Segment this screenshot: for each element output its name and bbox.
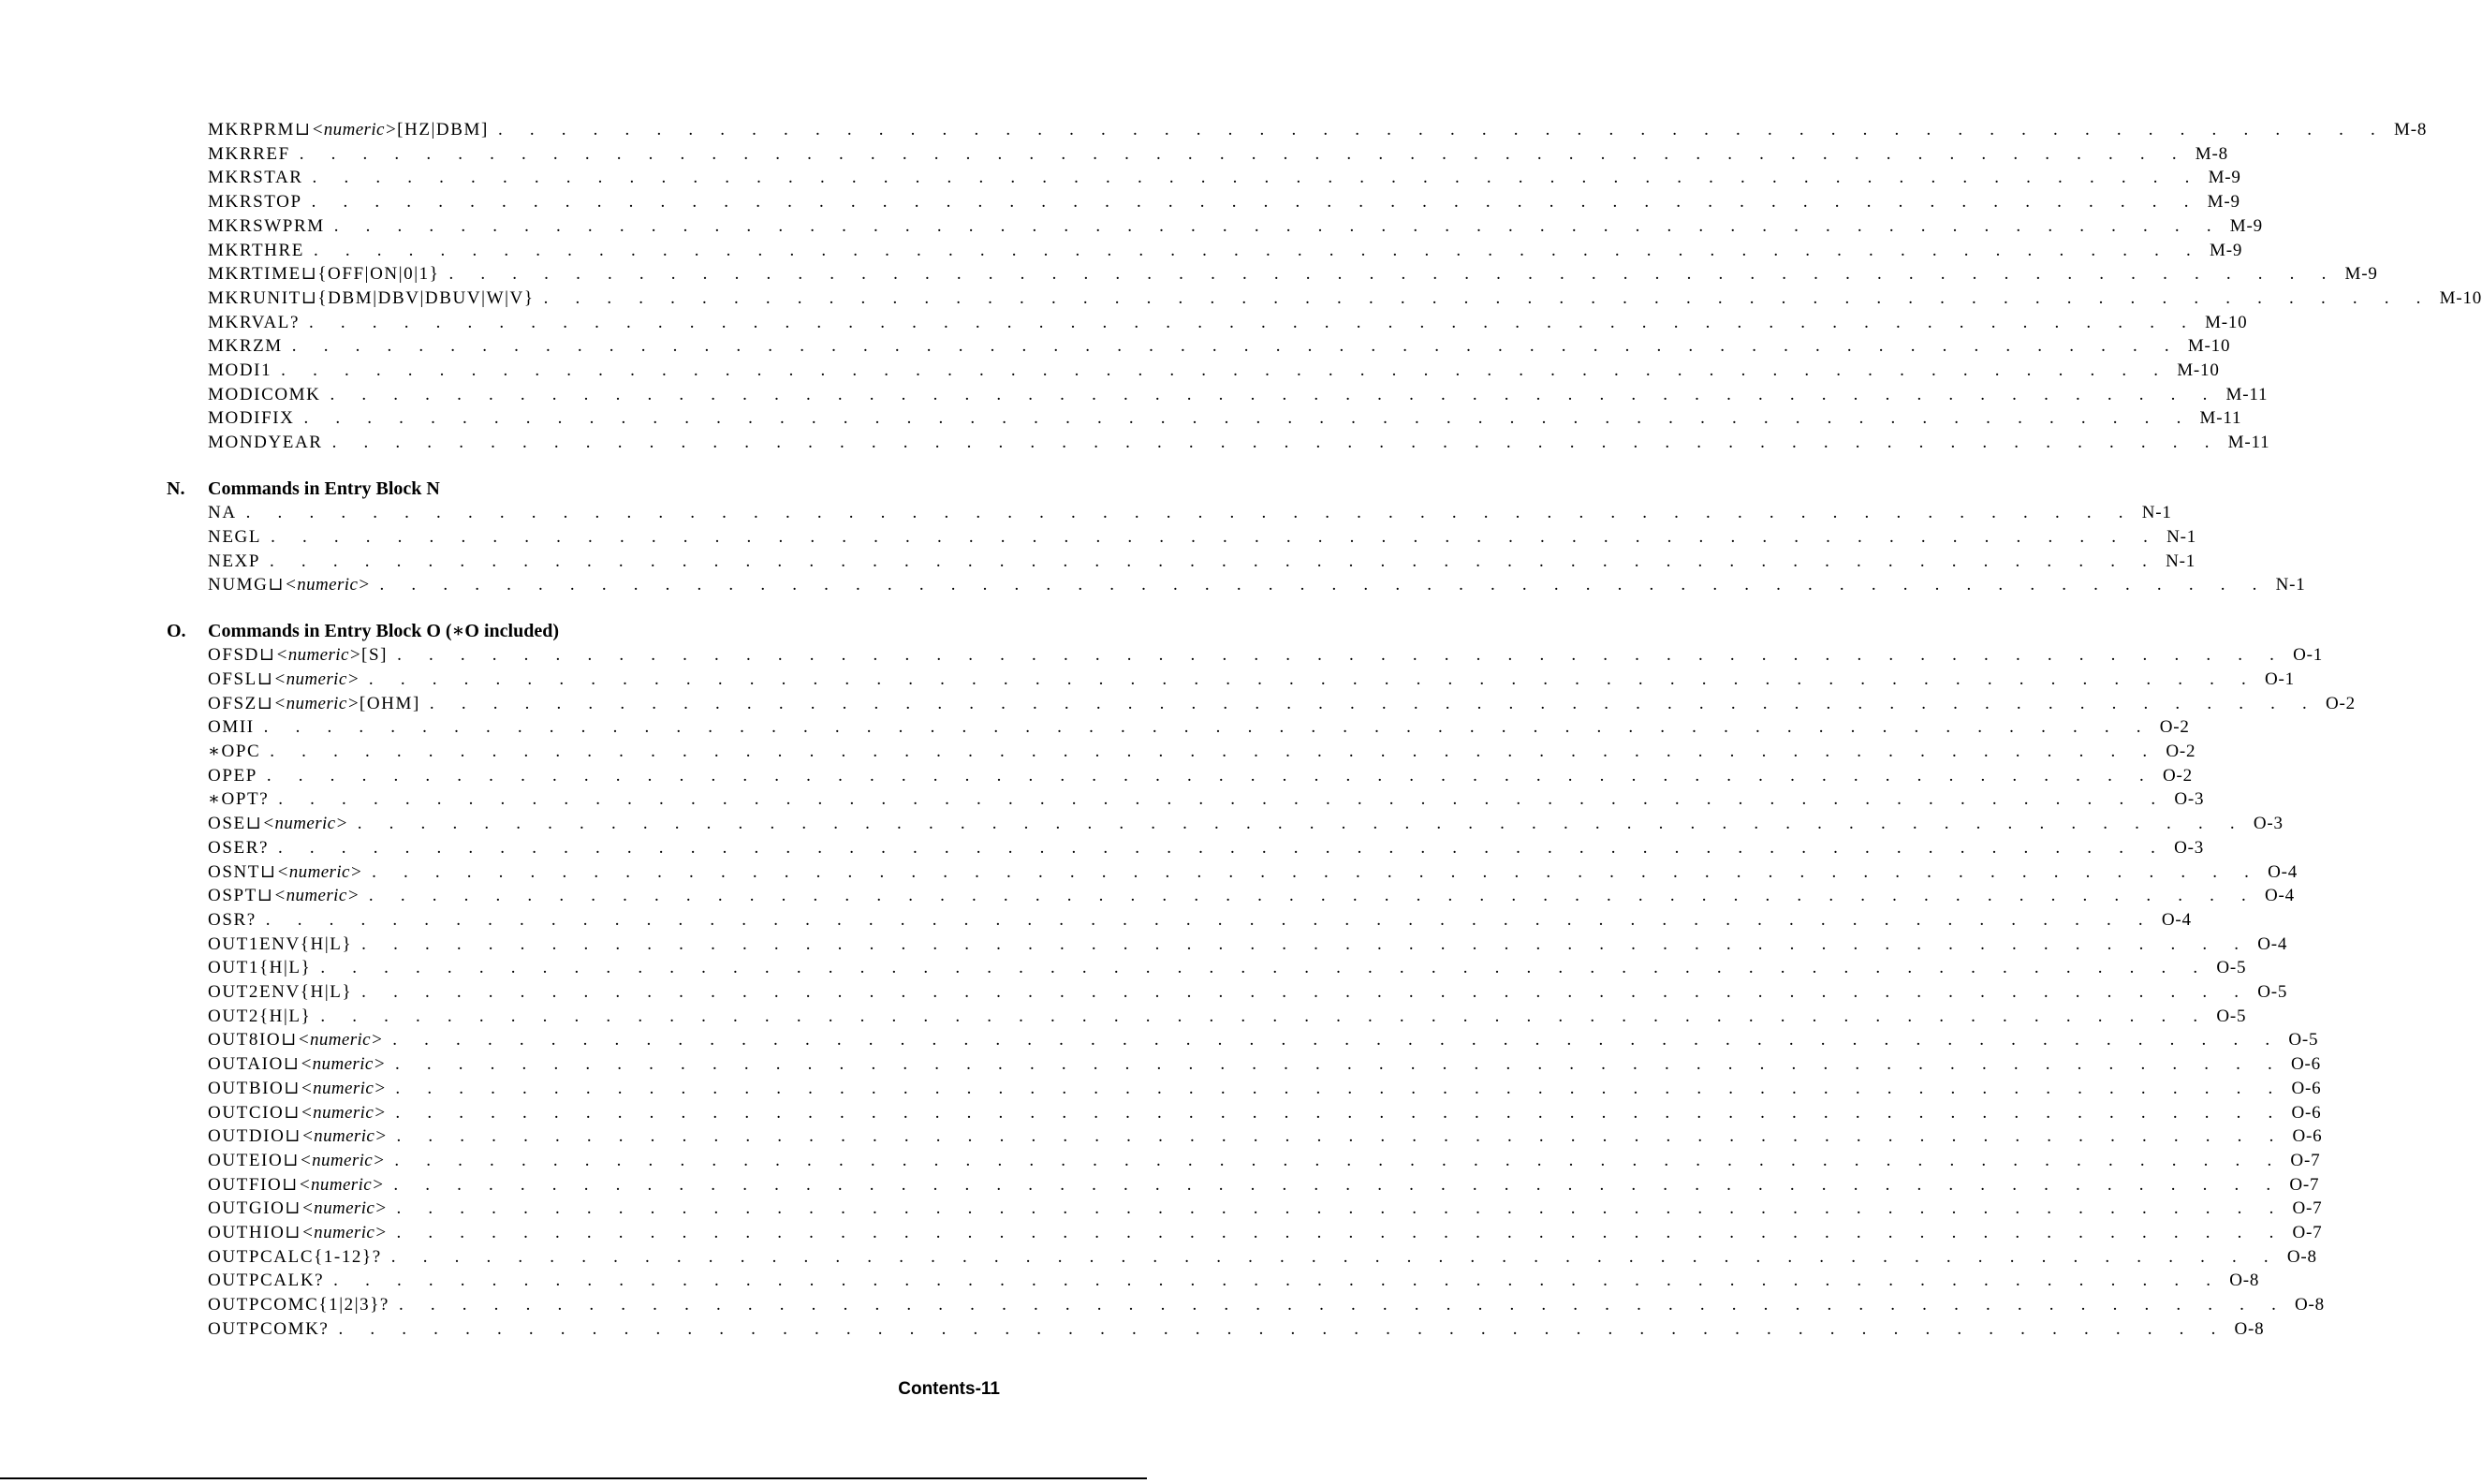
- command-parameter: <numeric>: [300, 1102, 387, 1123]
- command-parameter: <numeric>: [285, 575, 371, 595]
- command-name: [208, 166, 303, 190]
- command-name: [208, 884, 360, 908]
- command-name: [208, 668, 360, 692]
- space-symbol: ⊔: [284, 1102, 301, 1123]
- dot-leader: . . . . . . . . . . . . . . . . . . . . . . . . . . . . . . . . . . . . . . . . . . . . . . . . . . . . . . . . . . . .: [265, 909, 2154, 930]
- command-name: [208, 715, 255, 740]
- toc-entry[interactable]: [208, 1221, 2323, 1245]
- space-symbol: ⊔: [245, 814, 263, 834]
- dot-leader: . . . . . . . . . . . . . . . . . . . . . . . . . . . . . . . . . . . . . . . . . . . . . . . . . . . . . . . . . . . .: [357, 814, 2246, 834]
- dot-leader: . . . . . . . . . . . . . . . . . . . . . . . . . . . . . . . . . . . . . . . . . . . . . . . . . . . . . . . . . . . .: [313, 240, 2203, 260]
- page-number: O-3: [2174, 837, 2205, 858]
- command-name: [208, 1173, 384, 1197]
- dot-leader: . . . . . . . . . . . . . . . . . . . . . . . . . . . . . . . . . . . . . . . . . . . . . . . . . . . . . . . . . . . .: [330, 384, 2219, 404]
- toc-entry[interactable]: [208, 383, 2269, 407]
- command-name: [208, 908, 257, 933]
- command-name: [208, 1028, 383, 1052]
- command-name: [208, 550, 260, 574]
- command-keyword: NEXP: [208, 551, 261, 571]
- dot-leader: . . . . . . . . . . . . . . . . . . . . . . . . . . . . . . . . . . . . . . . . . . . . . . . . . . . . . . . . . . . .: [393, 1174, 2283, 1195]
- space-symbol: ⊔: [285, 1223, 301, 1242]
- command-keyword: MKRTIME: [208, 264, 301, 285]
- page-number: M-10: [2187, 336, 2231, 357]
- toc-entry[interactable]: [208, 214, 2263, 239]
- command-keyword: OUTPCOMC{1|2|3}?: [208, 1295, 389, 1315]
- command-keyword: MKRREF: [208, 143, 290, 164]
- command-keyword: OUTBIO: [208, 1078, 285, 1098]
- toc-entry[interactable]: [208, 715, 2190, 740]
- toc-entry[interactable]: [208, 1101, 2322, 1125]
- toc-entry[interactable]: [208, 1028, 2319, 1052]
- command-parameter: <numeric>: [275, 645, 362, 666]
- page-number: O-5: [2257, 982, 2288, 1002]
- page-number: O-6: [2292, 1126, 2323, 1147]
- command-keyword: ∗OPC: [208, 742, 261, 761]
- page-number: O-8: [2286, 1246, 2317, 1267]
- page-number: M-9: [2207, 192, 2240, 213]
- dot-leader: . . . . . . . . . . . . . . . . . . . . . . . . . . . . . . . . . . . . . . . . . . . . . . . . . . . . . . . . . . . .: [448, 264, 2338, 285]
- command-keyword: OPEP: [208, 765, 257, 786]
- command-keyword: OMII: [208, 717, 255, 738]
- dot-leader: . . . . . . . . . . . . . . . . . . . . . . . . . . . . . . . . . . . . . . . . . . . . . . . . . . . . . . . . . . . .: [543, 287, 2432, 308]
- toc-entry[interactable]: [208, 812, 2284, 836]
- toc-entry[interactable]: [208, 980, 2288, 1005]
- command-keyword: MKRVAL?: [208, 312, 300, 332]
- toc-entry[interactable]: [208, 1317, 2265, 1342]
- section-heading: [167, 619, 559, 643]
- command-name: [208, 1005, 311, 1029]
- toc-entry[interactable]: [208, 956, 2247, 980]
- dot-leader: . . . . . . . . . . . . . . . . . . . . . . . . . . . . . . . . . . . . . . . . . . . . . . . . . . . . . . . . . . . .: [361, 933, 2251, 954]
- toc-entry[interactable]: [208, 334, 2231, 359]
- command-keyword: OSPT: [208, 886, 257, 906]
- dot-leader: . . . . . . . . . . . . . . . . . . . . . . . . . . . . . . . . . . . . . . . . . . . . . . . . . . . . . . . . . . . .: [396, 1198, 2285, 1219]
- dot-leader: . . . . . . . . . . . . . . . . . . . . . . . . . . . . . . . . . . . . . . . . . . . . . . . . . . . . . . . . . . . .: [278, 837, 2167, 858]
- page-number: M-10: [2177, 360, 2220, 380]
- toc-entry[interactable]: [208, 1245, 2317, 1270]
- dot-leader: . . . . . . . . . . . . . . . . . . . . . . . . . . . . . . . . . . . . . . . . . . . . . . . . . . . . . . . . . . . .: [394, 1054, 2284, 1075]
- command-keyword: OUT1ENV{H|L}: [208, 933, 353, 954]
- command-name: [208, 383, 320, 407]
- command-keyword: OFSD: [208, 645, 259, 666]
- toc-entry[interactable]: [208, 311, 2248, 335]
- space-symbol: ⊔: [257, 886, 274, 906]
- section-title: Commands in Entry Block N: [208, 478, 440, 500]
- dot-leader: . . . . . . . . . . . . . . . . . . . . . . . . . . . . . . . . . . . . . . . . . . . . . . . . . . . . . . . . . . . .: [429, 693, 2318, 713]
- space-symbol: ⊔: [257, 669, 274, 689]
- dot-leader: . . . . . . . . . . . . . . . . . . . . . . . . . . . . . . . . . . . . . . . . . . . . . . . . . . . . . . . . . . . .: [291, 336, 2181, 357]
- command-keyword: OSR?: [208, 909, 257, 930]
- command-name: [208, 980, 352, 1005]
- dot-leader: . . . . . . . . . . . . . . . . . . . . . . . . . . . . . . . . . . . . . . . . . . . . . . . . . . . . . . . . . . . .: [271, 526, 2160, 547]
- command-name: [208, 1293, 389, 1317]
- dot-leader: . . . . . . . . . . . . . . . . . . . . . . . . . . . . . . . . . . . . . . . . . . . . . . . . . . . . . . . . . . . .: [311, 192, 2200, 213]
- page-number: O-4: [2268, 861, 2298, 882]
- command-parameter: <numeric>: [301, 1198, 388, 1219]
- command-parameter: <numeric>: [301, 1223, 388, 1242]
- page-number: O-7: [2292, 1223, 2323, 1242]
- command-parameter: <numeric>: [273, 693, 360, 713]
- command-parameter: <numeric>: [300, 1078, 387, 1098]
- page-number: M-10: [2205, 312, 2248, 332]
- dot-leader: . . . . . . . . . . . . . . . . . . . . . . . . . . . . . . . . . . . . . . . . . . . . . . . . . . . . . . . . . . . .: [263, 717, 2152, 738]
- command-name: [208, 692, 420, 716]
- page-number: M-9: [2229, 215, 2263, 236]
- command-keyword: OUTFIO: [208, 1174, 283, 1195]
- command-keyword: MKRTHRE: [208, 240, 304, 260]
- command-name: [208, 525, 261, 550]
- command-parameter: <numeric>: [276, 861, 363, 882]
- dot-leader: . . . . . . . . . . . . . . . . . . . . . . . . . . . . . . . . . . . . . . . . . . . . . . . . . . . . . . . . . . . .: [395, 1078, 2284, 1098]
- page-number: O-7: [2292, 1198, 2323, 1219]
- command-name: [208, 118, 489, 142]
- toc-entry[interactable]: [208, 525, 2197, 550]
- section-letter: N.: [167, 478, 185, 500]
- command-name: [208, 359, 272, 383]
- command-parameter: <numeric>: [299, 1150, 386, 1170]
- page-number: M-8: [2195, 143, 2228, 164]
- command-parameter: <numeric>: [311, 120, 398, 140]
- space-symbol: ⊔: [285, 1126, 301, 1147]
- page-number: N-1: [2275, 575, 2306, 595]
- page-number: O-7: [2290, 1150, 2321, 1170]
- toc-entry[interactable]: [208, 1077, 2322, 1101]
- command-name: [208, 406, 294, 431]
- dot-leader: . . . . . . . . . . . . . . . . . . . . . . . . . . . . . . . . . . . . . . . . . . . . . . . . . . . . . . . . . . . .: [398, 1295, 2288, 1315]
- page-number: O-5: [2288, 1030, 2319, 1051]
- toc-entry[interactable]: [208, 836, 2205, 860]
- command-name: [208, 812, 348, 836]
- page-number: N-1: [2141, 503, 2172, 523]
- command-keyword: OUTGIO: [208, 1198, 286, 1219]
- page-number: O-6: [2291, 1054, 2321, 1075]
- command-name: [208, 311, 300, 335]
- toc-entry[interactable]: [208, 550, 2196, 574]
- space-symbol: ⊔: [284, 1078, 301, 1098]
- page-number: M-11: [2199, 408, 2242, 429]
- dot-leader: . . . . . . . . . . . . . . . . . . . . . . . . . . . . . . . . . . . . . . . . . . . . . . . . . . . . . . . . . . . .: [361, 982, 2251, 1002]
- command-name: [208, 1245, 382, 1270]
- page-number: M-10: [2439, 287, 2482, 308]
- dot-leader: . . . . . . . . . . . . . . . . . . . . . . . . . . . . . . . . . . . . . . . . . . . . . . . . . . . . . . . . . . . .: [299, 143, 2188, 164]
- page-number: O-4: [2161, 909, 2192, 930]
- page-number: M-9: [2208, 168, 2241, 188]
- command-keyword: OUTPCALC{1-12}?: [208, 1246, 382, 1267]
- page-number: N-1: [2166, 551, 2196, 571]
- page-number: M-8: [2394, 120, 2428, 140]
- page-number: O-3: [2174, 789, 2205, 810]
- command-keyword: OUTEIO: [208, 1150, 284, 1170]
- toc-entry[interactable]: [208, 764, 2193, 788]
- page-number: O-2: [2166, 742, 2196, 761]
- toc-entry[interactable]: [208, 1052, 2321, 1077]
- page-number: O-1: [2264, 669, 2295, 689]
- dot-leader: . . . . . . . . . . . . . . . . . . . . . . . . . . . . . . . . . . . . . . . . . . . . . . . . . . . . . . . . . . . .: [368, 669, 2257, 689]
- toc-entry[interactable]: [208, 406, 2242, 431]
- page-number: M-11: [2225, 384, 2269, 404]
- command-name: [208, 1197, 387, 1221]
- toc-entry[interactable]: [208, 262, 2378, 287]
- dot-leader: . . . . . . . . . . . . . . . . . . . . . . . . . . . . . . . . . . . . . . . . . . . . . . . . . . . . . . . . . . . .: [396, 1126, 2285, 1147]
- dot-leader: . . . . . . . . . . . . . . . . . . . . . . . . . . . . . . . . . . . . . . . . . . . . . . . . . . . . . . . . . . . .: [320, 958, 2210, 978]
- page-number: O-8: [2234, 1318, 2265, 1339]
- command-name: [208, 643, 388, 668]
- command-keyword: MODI1: [208, 360, 272, 380]
- command-keyword: OFSZ: [208, 693, 257, 713]
- command-name: [208, 287, 535, 311]
- dot-leader: . . . . . . . . . . . . . . . . . . . . . . . . . . . . . . . . . . . . . . . . . . . . . . . . . . . . . . . . . . . .: [331, 433, 2221, 453]
- command-options: {DBM|DBV|DBUV|W|V}: [317, 287, 535, 308]
- command-name: [208, 431, 323, 455]
- command-name: [208, 836, 269, 860]
- dot-leader: . . . . . . . . . . . . . . . . . . . . . . . . . . . . . . . . . . . . . . . . . . . . . . . . . . . . . . . . . . . .: [309, 312, 2198, 332]
- command-keyword: NUMG: [208, 575, 269, 595]
- space-symbol: ⊔: [260, 861, 277, 882]
- page-number: O-3: [2253, 814, 2284, 834]
- toc-entry[interactable]: [208, 573, 2306, 597]
- command-name: [208, 214, 325, 239]
- toc-entry[interactable]: [208, 501, 2172, 525]
- command-keyword: MKRPRM: [208, 120, 296, 140]
- toc-entry[interactable]: [208, 1124, 2323, 1149]
- command-options: {OFF|ON|0|1}: [317, 264, 440, 285]
- toc-entry[interactable]: [208, 1173, 2320, 1197]
- page-number: O-6: [2291, 1078, 2322, 1098]
- command-name: [208, 1077, 386, 1101]
- command-keyword: MODICOMK: [208, 384, 321, 404]
- command-keyword: MKRZM: [208, 336, 283, 357]
- dot-leader: . . . . . . . . . . . . . . . . . . . . . . . . . . . . . . . . . . . . . . . . . . . . . . . . . . . . . . . . . . . .: [390, 1246, 2280, 1267]
- dot-leader: . . . . . . . . . . . . . . . . . . . . . . . . . . . . . . . . . . . . . . . . . . . . . . . . . . . . . . . . . . . .: [497, 120, 2387, 140]
- dot-leader: . . . . . . . . . . . . . . . . . . . . . . . . . . . . . . . . . . . . . . . . . . . . . . . . . . . . . . . . . . . .: [333, 1271, 2223, 1291]
- page-number: O-2: [2162, 765, 2193, 786]
- command-keyword: OUTPCOMK?: [208, 1318, 330, 1339]
- command-keyword: OUT2ENV{H|L}: [208, 982, 353, 1002]
- dot-leader: . . . . . . . . . . . . . . . . . . . . . . . . . . . . . . . . . . . . . . . . . . . . . . . . . . . . . . . . . . . .: [278, 789, 2167, 810]
- space-symbol: ⊔: [301, 287, 318, 308]
- page-number: O-5: [2216, 958, 2247, 978]
- toc-entry[interactable]: [208, 166, 2241, 190]
- dot-leader: . . . . . . . . . . . . . . . . . . . . . . . . . . . . . . . . . . . . . . . . . . . . . . . . . . . . . . . . . . . .: [270, 742, 2159, 761]
- toc-entry[interactable]: [208, 1197, 2323, 1221]
- command-keyword: ∗OPT?: [208, 789, 270, 810]
- command-keyword: MKRSWPRM: [208, 215, 325, 236]
- space-symbol: ⊔: [301, 264, 318, 285]
- command-name: [208, 764, 257, 788]
- command-name: [208, 262, 439, 287]
- page-number: O-4: [2257, 933, 2288, 954]
- toc-entry[interactable]: [208, 908, 2192, 933]
- page-number: O-8: [2229, 1271, 2260, 1291]
- dot-leader: . . . . . . . . . . . . . . . . . . . . . . . . . . . . . . . . . . . . . . . . . . . . . . . . . . . . . . . . . . . .: [312, 168, 2201, 188]
- toc-entry[interactable]: [208, 1149, 2321, 1173]
- toc-entry[interactable]: [208, 933, 2288, 957]
- toc-entry[interactable]: [208, 1269, 2260, 1293]
- command-keyword: OUT8IO: [208, 1030, 282, 1051]
- command-name: [208, 1101, 386, 1125]
- dot-leader: . . . . . . . . . . . . . . . . . . . . . . . . . . . . . . . . . . . . . . . . . . . . . . . . . . . . . . . . . . . .: [379, 575, 2269, 595]
- dot-leader: . . . . . . . . . . . . . . . . . . . . . . . . . . . . . . . . . . . . . . . . . . . . . . . . . . . . . . . . . . . .: [320, 1006, 2210, 1026]
- page-number: O-6: [2291, 1102, 2322, 1123]
- toc-entry[interactable]: [208, 359, 2220, 383]
- space-symbol: ⊔: [282, 1174, 299, 1195]
- page-number: O-1: [2293, 645, 2324, 666]
- dot-leader: . . . . . . . . . . . . . . . . . . . . . . . . . . . . . . . . . . . . . . . . . . . . . . . . . . . . . . . . . . . .: [368, 886, 2257, 906]
- toc-entry[interactable]: [208, 118, 2428, 142]
- command-keyword: OSER?: [208, 837, 269, 858]
- command-name: [208, 334, 283, 359]
- dot-leader: . . . . . . . . . . . . . . . . . . . . . . . . . . . . . . . . . . . . . . . . . . . . . . . . . . . . . . . . . . . .: [392, 1030, 2282, 1051]
- command-keyword: OUTAIO: [208, 1054, 284, 1075]
- command-name: [208, 1221, 387, 1245]
- dot-leader: . . . . . . . . . . . . . . . . . . . . . . . . . . . . . . . . . . . . . . . . . . . . . . . . . . . . . . . . . . . .: [333, 215, 2223, 236]
- page-number: O-4: [2264, 886, 2295, 906]
- command-name: [208, 1052, 386, 1077]
- dot-leader: . . . . . . . . . . . . . . . . . . . . . . . . . . . . . . . . . . . . . . . . . . . . . . . . . . . . . . . . . . . .: [338, 1318, 2227, 1339]
- space-symbol: ⊔: [285, 1198, 301, 1219]
- command-name: [208, 740, 260, 764]
- dot-leader: . . . . . . . . . . . . . . . . . . . . . . . . . . . . . . . . . . . . . . . . . . . . . . . . . . . . . . . . . . . .: [303, 408, 2193, 429]
- command-name: [208, 501, 237, 525]
- command-keyword: MODIFIX: [208, 408, 295, 429]
- command-keyword: MKRUNIT: [208, 287, 301, 308]
- command-unit-suffix: [HZ|DBM]: [397, 120, 489, 140]
- dot-leader: . . . . . . . . . . . . . . . . . . . . . . . . . . . . . . . . . . . . . . . . . . . . . . . . . . . . . . . . . . . .: [245, 503, 2135, 523]
- toc-entry[interactable]: [208, 239, 2243, 263]
- toc-entry[interactable]: [208, 860, 2298, 885]
- dot-leader: . . . . . . . . . . . . . . . . . . . . . . . . . . . . . . . . . . . . . . . . . . . . . . . . . . . . . . . . . . . .: [395, 1102, 2284, 1123]
- page-number: O-8: [2295, 1295, 2325, 1315]
- space-symbol: ⊔: [258, 645, 276, 666]
- toc-entry[interactable]: [208, 190, 2240, 214]
- dot-leader: . . . . . . . . . . . . . . . . . . . . . . . . . . . . . . . . . . . . . . . . . . . . . . . . . . . . . . . . . . . .: [397, 645, 2286, 666]
- page-number: M-9: [2344, 264, 2378, 285]
- dot-leader: . . . . . . . . . . . . . . . . . . . . . . . . . . . . . . . . . . . . . . . . . . . . . . . . . . . . . . . . . . . .: [266, 765, 2155, 786]
- space-symbol: ⊔: [283, 1150, 300, 1170]
- toc-entry[interactable]: [208, 787, 2205, 812]
- space-symbol: ⊔: [295, 120, 312, 140]
- section-letter: O.: [167, 621, 186, 642]
- dot-leader: . . . . . . . . . . . . . . . . . . . . . . . . . . . . . . . . . . . . . . . . . . . . . . . . . . . . . . . . . . . .: [270, 551, 2159, 571]
- command-keyword: OSNT: [208, 861, 261, 882]
- command-name: [208, 933, 352, 957]
- command-name: [208, 1149, 385, 1173]
- dot-leader: . . . . . . . . . . . . . . . . . . . . . . . . . . . . . . . . . . . . . . . . . . . . . . . . . . . . . . . . . . . .: [396, 1223, 2285, 1242]
- space-symbol: ⊔: [257, 693, 274, 713]
- command-parameter: <numeric>: [273, 669, 360, 689]
- command-keyword: MKRSTAR: [208, 168, 303, 188]
- command-name: [208, 190, 302, 214]
- command-name: [208, 142, 290, 167]
- page-number: M-9: [2210, 240, 2243, 260]
- command-keyword: MKRSTOP: [208, 192, 302, 213]
- space-symbol: ⊔: [268, 575, 285, 595]
- command-keyword: OUTPCALK?: [208, 1271, 325, 1291]
- toc-entry[interactable]: [208, 692, 2356, 716]
- command-keyword: OUTCIO: [208, 1102, 285, 1123]
- command-keyword: MONDYEAR: [208, 433, 323, 453]
- page-number: N-1: [2166, 526, 2197, 547]
- command-parameter: <numeric>: [300, 1054, 386, 1075]
- command-parameter: <numeric>: [297, 1030, 384, 1051]
- toc-entry[interactable]: [208, 1293, 2325, 1317]
- command-name: [208, 787, 269, 812]
- toc-entry[interactable]: [208, 1005, 2247, 1029]
- command-parameter: <numeric>: [298, 1174, 385, 1195]
- toc-entry[interactable]: [208, 740, 2196, 764]
- command-keyword: NA: [208, 503, 237, 523]
- dot-leader: . . . . . . . . . . . . . . . . . . . . . . . . . . . . . . . . . . . . . . . . . . . . . . . . . . . . . . . . . . . .: [394, 1150, 2284, 1170]
- page-footer: Contents-11: [898, 1379, 1000, 1399]
- page-number: O-2: [2159, 717, 2190, 738]
- command-unit-suffix: [OHM]: [359, 693, 420, 713]
- command-name: [208, 239, 304, 263]
- space-symbol: ⊔: [281, 1030, 298, 1051]
- page-number: O-7: [2289, 1174, 2320, 1195]
- dot-leader: . . . . . . . . . . . . . . . . . . . . . . . . . . . . . . . . . . . . . . . . . . . . . . . . . . . . . . . . . . . .: [372, 861, 2261, 882]
- toc-entry[interactable]: [208, 142, 2228, 167]
- command-name: [208, 573, 371, 597]
- command-keyword: OUT2{H|L}: [208, 1006, 312, 1026]
- page-number: O-5: [2216, 1006, 2247, 1026]
- page-number: O-2: [2325, 693, 2356, 713]
- space-symbol: ⊔: [283, 1054, 301, 1075]
- command-keyword: OFSL: [208, 669, 257, 689]
- toc-entry[interactable]: [208, 431, 2270, 455]
- toc-entry[interactable]: [208, 287, 2482, 311]
- command-parameter: <numeric>: [273, 886, 360, 906]
- command-name: [208, 956, 311, 980]
- command-parameter: <numeric>: [301, 1126, 388, 1147]
- command-keyword: OUTDIO: [208, 1126, 286, 1147]
- command-keyword: OSE: [208, 814, 246, 834]
- section-title: Commands in Entry Block O (∗O included): [208, 621, 559, 642]
- command-keyword: NEGL: [208, 526, 262, 547]
- toc-entry[interactable]: [208, 668, 2295, 692]
- command-keyword: OUTHIO: [208, 1223, 286, 1242]
- command-keyword: OUT1{H|L}: [208, 958, 312, 978]
- command-parameter: <numeric>: [262, 814, 348, 834]
- toc-entry[interactable]: [208, 643, 2324, 668]
- toc-entry[interactable]: [208, 884, 2295, 908]
- page-number: M-11: [2227, 433, 2270, 453]
- command-name: [208, 1124, 387, 1149]
- bottom-rule: [0, 1477, 1147, 1479]
- section-heading: [167, 477, 440, 501]
- command-name: [208, 860, 362, 885]
- command-unit-suffix: [S]: [361, 645, 389, 666]
- command-name: [208, 1269, 324, 1293]
- dot-leader: . . . . . . . . . . . . . . . . . . . . . . . . . . . . . . . . . . . . . . . . . . . . . . . . . . . . . . . . . . . .: [281, 360, 2170, 380]
- command-name: [208, 1317, 329, 1342]
